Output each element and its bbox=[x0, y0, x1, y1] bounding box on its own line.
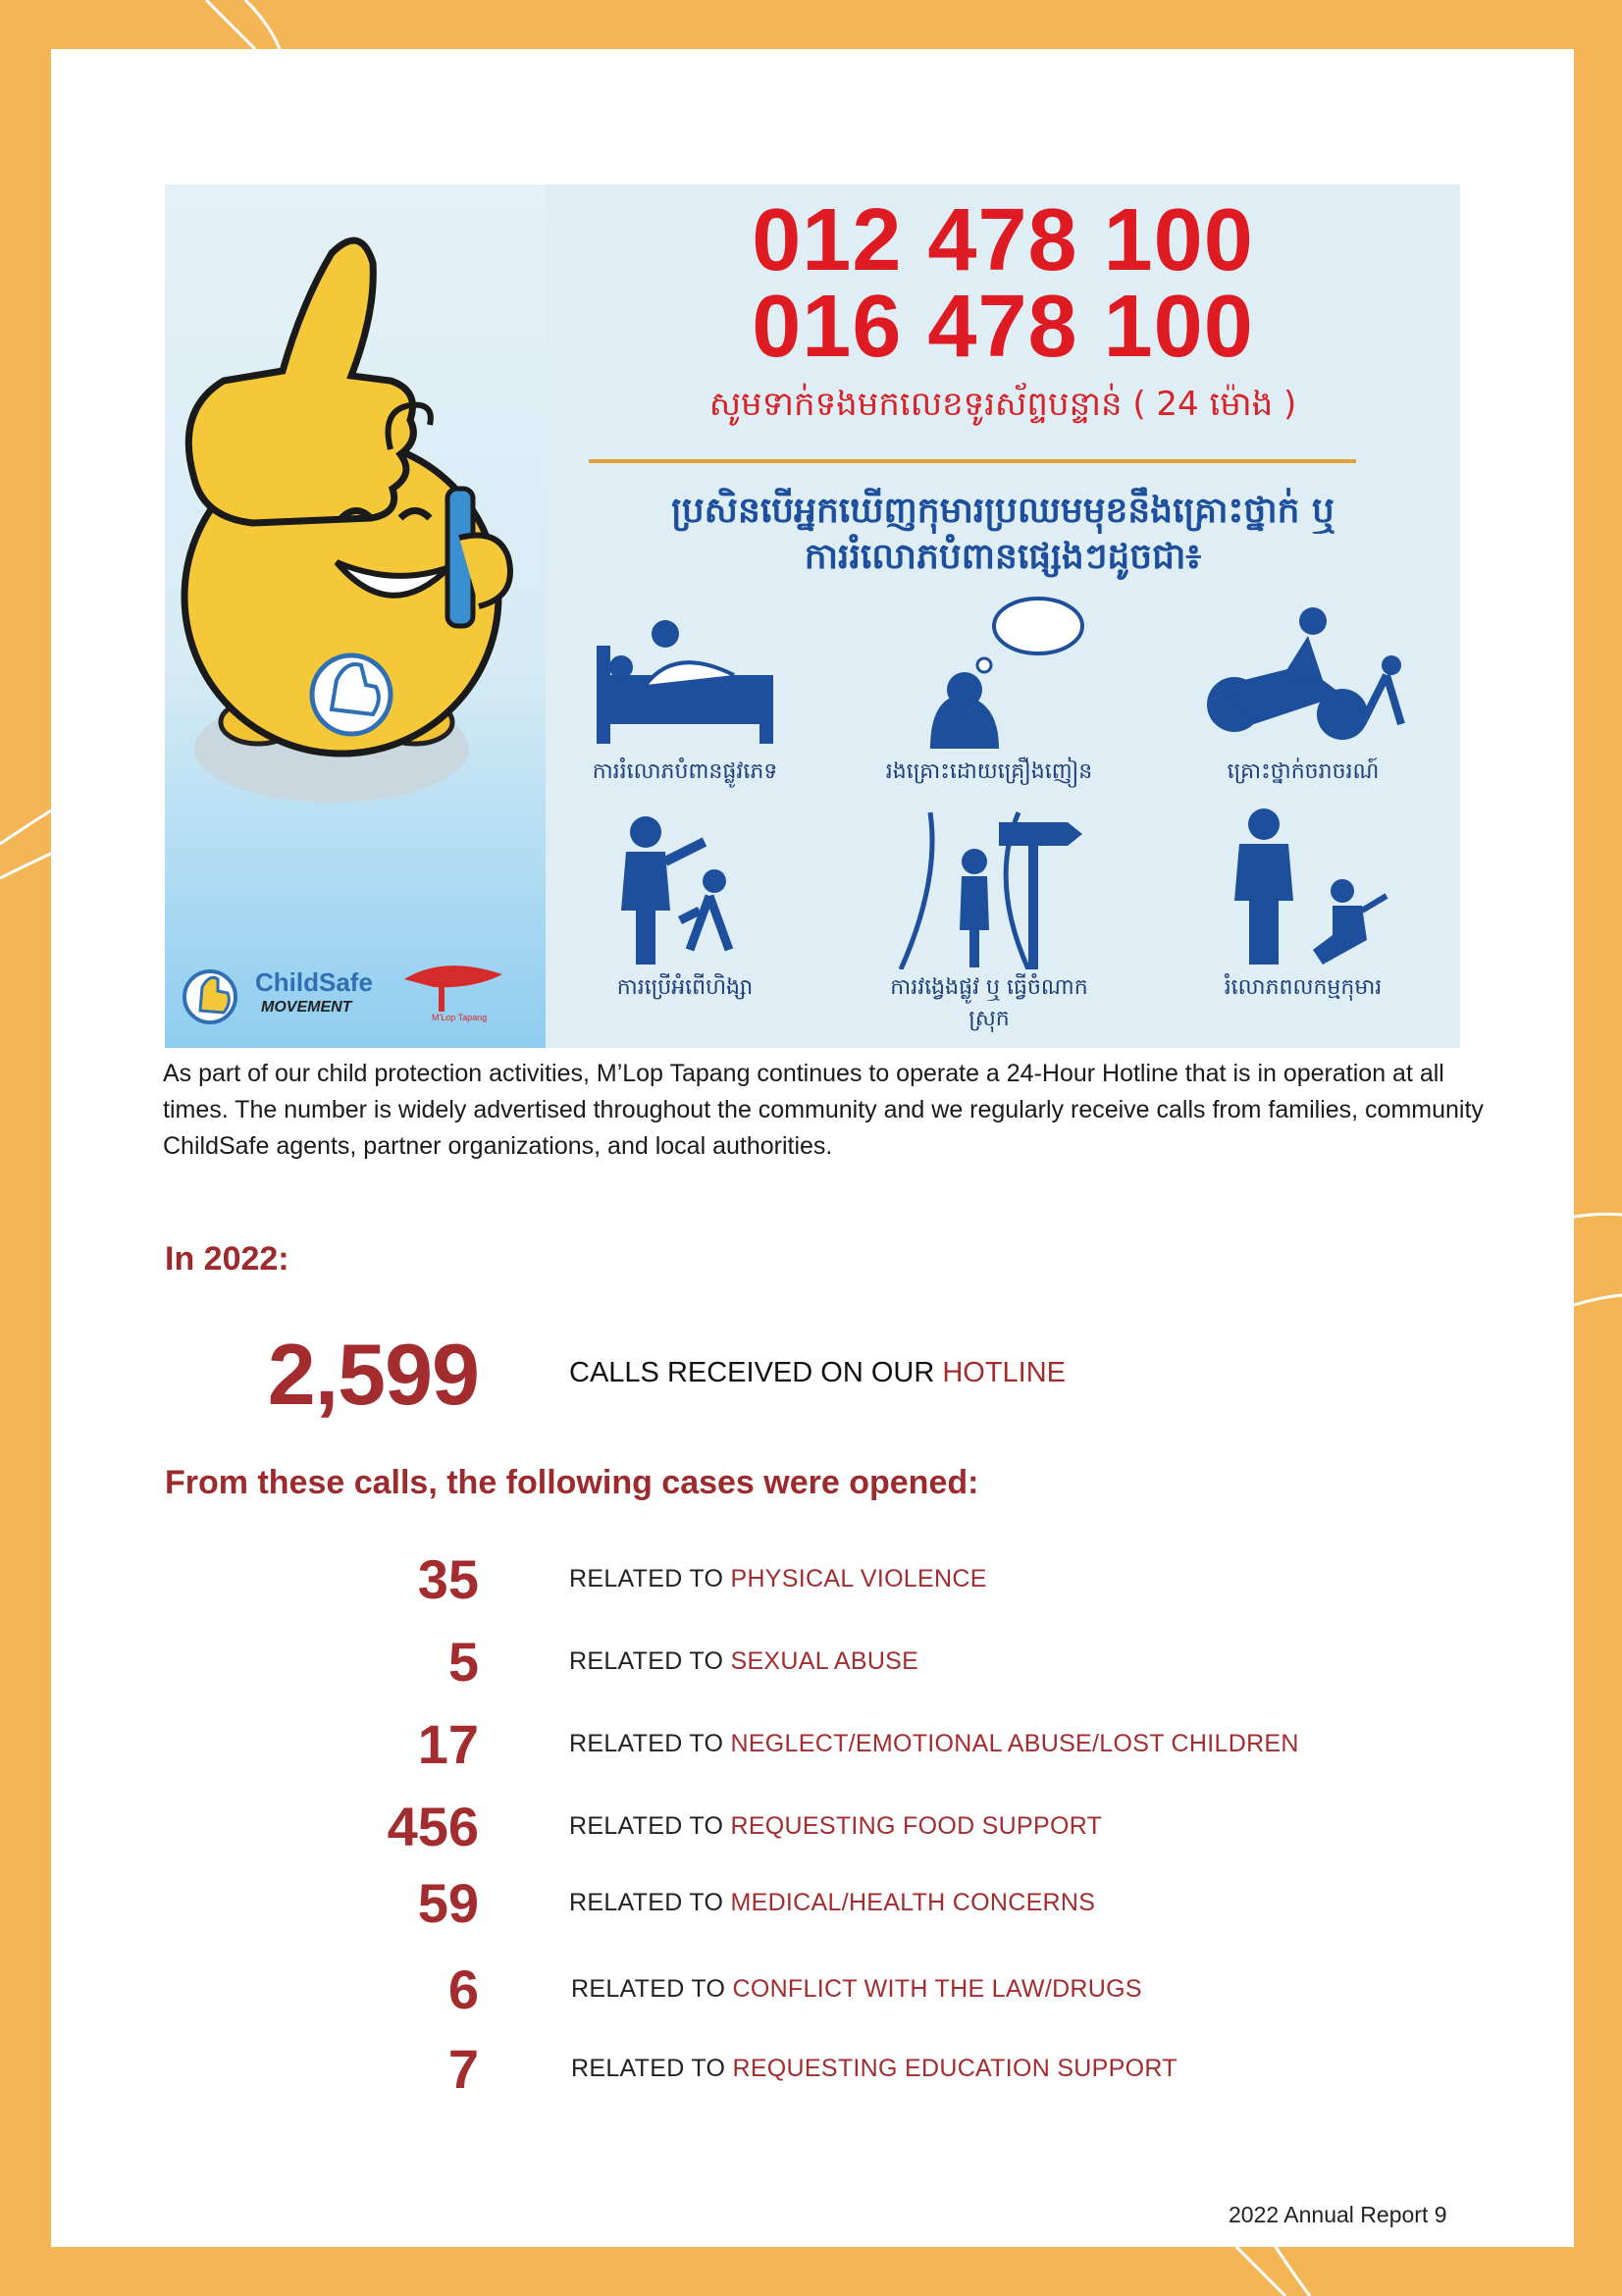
hotline-number-2: 016 478 100 bbox=[752, 278, 1254, 376]
traffic-accident-icon bbox=[1195, 597, 1411, 754]
pictogram-drug-harm bbox=[871, 592, 1107, 789]
case-label-highlight: SEXUAL ABUSE bbox=[730, 1647, 919, 1675]
case-label-highlight: REQUESTING EDUCATION SUPPORT bbox=[732, 2055, 1177, 2082]
case-label-highlight: MEDICAL/HEALTH CONCERNS bbox=[730, 1889, 1096, 1916]
drug-harm-icon bbox=[891, 592, 1087, 754]
calls-label bbox=[569, 1357, 1066, 1389]
case-row bbox=[51, 2037, 1523, 2106]
calls-label-prefix: CALLS RECEIVED ON OUR bbox=[569, 1357, 943, 1388]
case-label bbox=[571, 1975, 1142, 2004]
case-label-highlight: REQUESTING FOOD SUPPORT bbox=[730, 1812, 1103, 1840]
case-row bbox=[51, 1712, 1523, 1781]
pictogram-violence bbox=[567, 803, 803, 1005]
case-label-prefix: RELATED TO bbox=[569, 1812, 731, 1840]
case-label-prefix: RELATED TO bbox=[569, 1889, 731, 1916]
case-count: 35 bbox=[417, 1548, 479, 1610]
case-count: 456 bbox=[387, 1796, 479, 1857]
poster-mascot-panel bbox=[165, 184, 546, 1048]
case-label-highlight: CONFLICT WITH THE LAW/DRUGS bbox=[732, 1975, 1142, 2003]
poster-divider bbox=[589, 459, 1356, 463]
pictogram-label: ការប្រើអំពើហិង្សា bbox=[616, 975, 754, 1000]
page bbox=[51, 49, 1574, 2247]
khmer-question-line2: ការរំលោភបំពានផ្សេងៗដូចជា៖ bbox=[804, 536, 1202, 577]
movement-logo-text: MOVEMENT bbox=[261, 999, 352, 1016]
sexual-abuse-icon bbox=[587, 606, 783, 754]
page-footer: 2022 Annual Report 9 bbox=[1229, 2202, 1447, 2227]
childsafe-logo-text: ChildSafe bbox=[255, 967, 373, 997]
hotline-poster bbox=[165, 184, 1460, 1048]
violence-icon bbox=[587, 803, 783, 969]
case-label bbox=[569, 1730, 1299, 1758]
thumbs-up-mascot-icon bbox=[165, 184, 546, 930]
mloptapang-logo-text: M'Lop Tapang bbox=[432, 1013, 488, 1022]
case-count: 17 bbox=[417, 1713, 479, 1775]
cases-heading: From these calls, the following cases were opened: bbox=[165, 1464, 979, 1501]
case-label bbox=[569, 1812, 1102, 1841]
case-label-highlight: NEGLECT/EMOTIONAL ABUSE/LOST CHILDREN bbox=[730, 1730, 1299, 1757]
case-label-prefix: RELATED TO bbox=[571, 2055, 733, 2082]
case-label bbox=[569, 1565, 987, 1593]
pictogram-label: គ្រោះថ្នាក់ចរាចរណ៍ bbox=[1227, 759, 1380, 784]
child-labour-icon bbox=[1205, 803, 1401, 969]
pictogram-lost-migration bbox=[871, 803, 1107, 1036]
case-label-prefix: RELATED TO bbox=[569, 1730, 731, 1757]
pictogram-traffic-accident bbox=[1185, 597, 1421, 789]
case-count: 59 bbox=[417, 1872, 479, 1934]
pictogram-child-labour bbox=[1185, 803, 1421, 1005]
case-count: 7 bbox=[447, 2038, 479, 2100]
pictogram-label: ការវង្វេងផ្លូវ ឬ ធ្វើចំណាកស្រុក bbox=[890, 975, 1088, 1031]
case-count: 5 bbox=[447, 1631, 479, 1693]
lost-migration-icon bbox=[881, 803, 1097, 969]
calls-count: 2,599 bbox=[267, 1326, 479, 1423]
case-row bbox=[51, 1795, 1523, 1863]
khmer-question-line1: ប្រសិនបើអ្នកឃើញកុមារប្រឈមមុខនឹងគ្រោះថ្នាក់ ឬ bbox=[671, 491, 1334, 531]
case-label-prefix: RELATED TO bbox=[571, 1975, 733, 2003]
case-row bbox=[51, 1630, 1523, 1698]
case-label-prefix: RELATED TO bbox=[569, 1565, 731, 1592]
case-label bbox=[569, 1647, 918, 1676]
poster-logos bbox=[179, 960, 532, 1033]
pictogram-sexual-abuse bbox=[567, 606, 803, 789]
case-row bbox=[51, 1957, 1523, 2026]
intro-paragraph: As part of our child protection activities, M’Lop Tapang continues to operate a 24-Hour Hotline that is in operation at all times. The number is widely advertised throughout the community and we regularly receive calls from families, community ChildSafe agents, partner organizations, and local authorities. bbox=[163, 1060, 1484, 1160]
case-count: 6 bbox=[447, 1958, 479, 2020]
case-row bbox=[51, 1871, 1523, 1940]
case-label bbox=[571, 2055, 1177, 2083]
hotline-number-1: 012 478 100 bbox=[752, 191, 1254, 289]
calls-label-highlight: HOTLINE bbox=[942, 1357, 1067, 1388]
year-heading: In 2022: bbox=[165, 1240, 289, 1278]
case-row bbox=[51, 1547, 1523, 1616]
case-label bbox=[569, 1889, 1095, 1917]
case-label-prefix: RELATED TO bbox=[569, 1647, 731, 1675]
khmer-question bbox=[546, 489, 1460, 581]
pictogram-label: ការរំលោភបំពានផ្លូវភេទ bbox=[592, 759, 778, 784]
pictogram-label: រំលោភពលកម្មកុមារ bbox=[1224, 975, 1383, 1000]
pictogram-label: រងគ្រោះដោយគ្រឿងញៀន bbox=[885, 759, 1093, 784]
case-label-highlight: PHYSICAL VIOLENCE bbox=[730, 1565, 987, 1592]
khmer-call-line: សូមទាក់ទងមកលេខទូរស័ព្ទបន្ទាន់ ( 24 ម៉ោង ) bbox=[708, 385, 1297, 424]
